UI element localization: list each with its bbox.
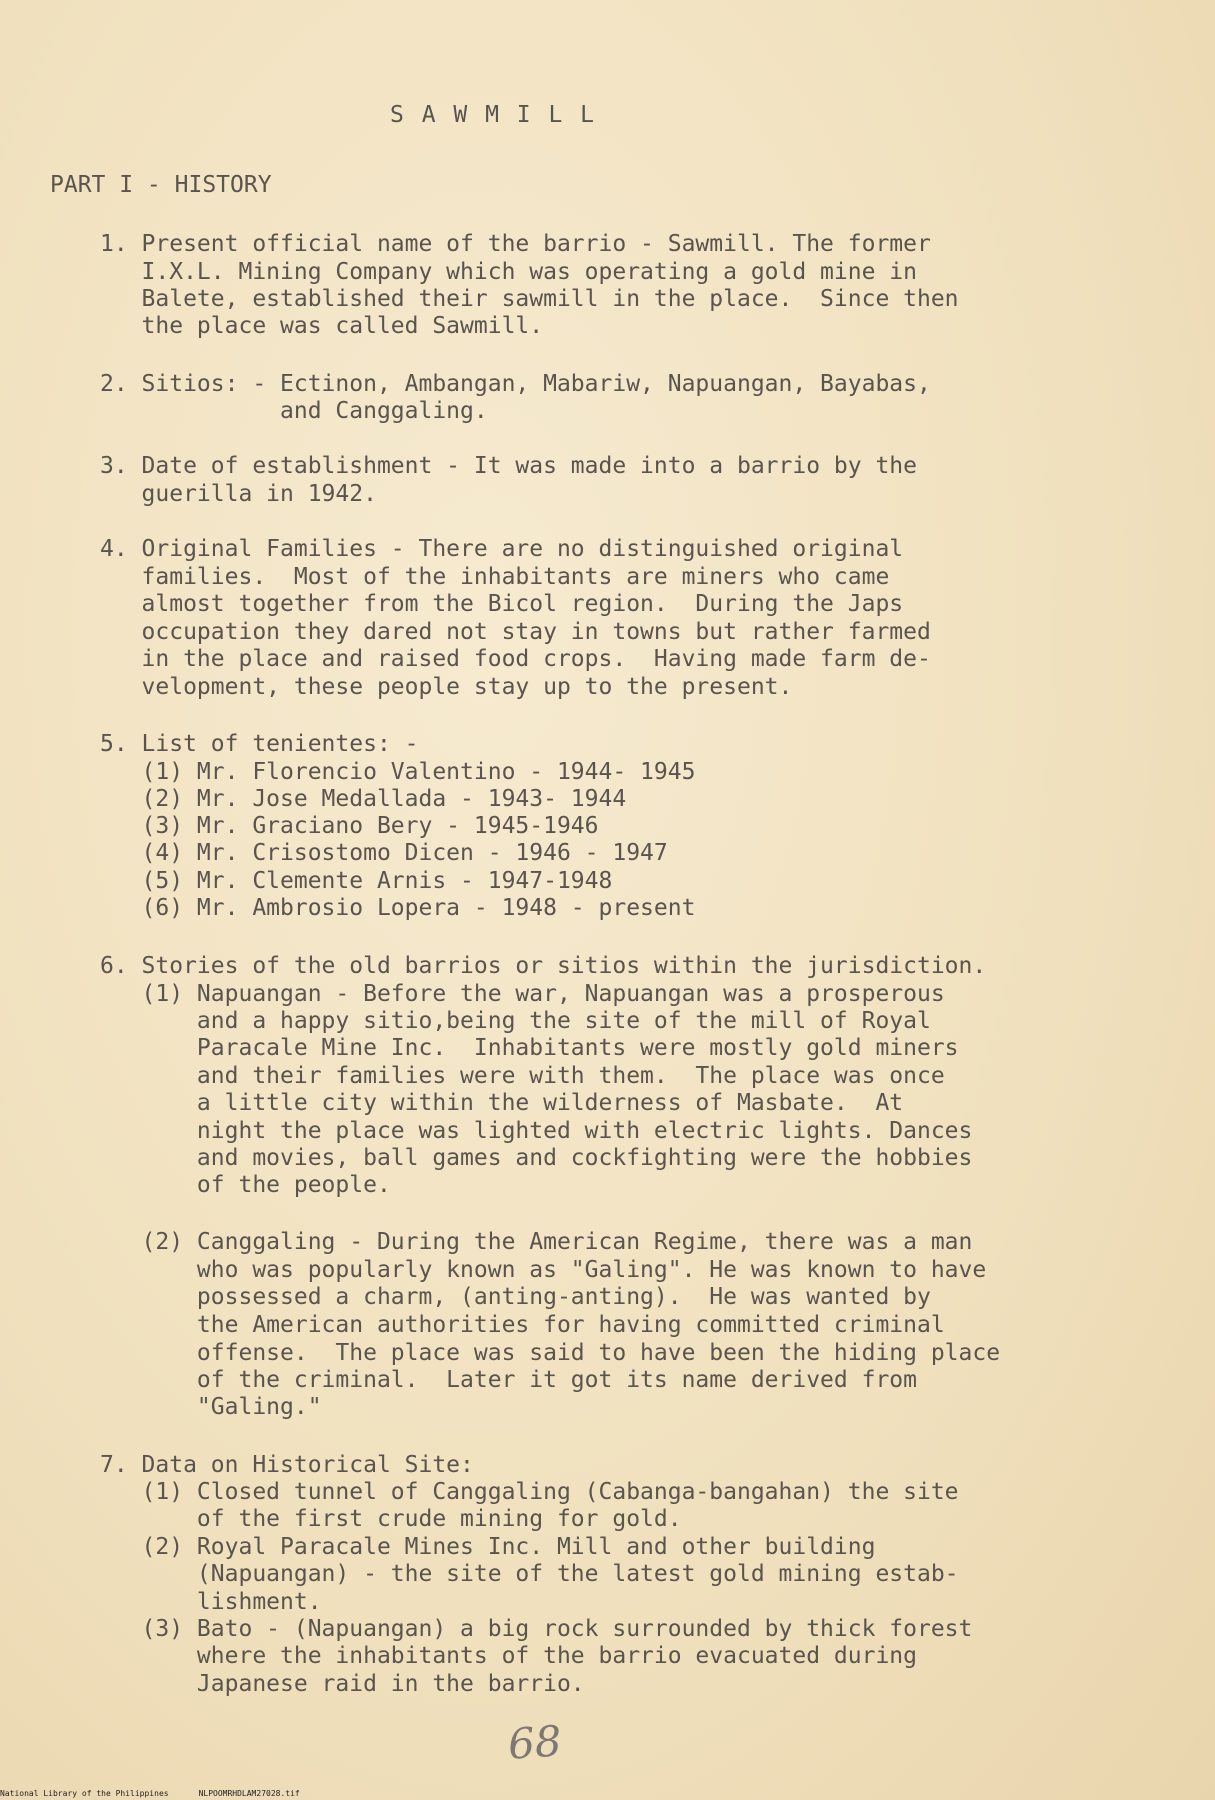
text-line: night the place was lighted with electric lights. Dances [100, 1118, 973, 1144]
text-line: 6. Stories of the old barrios or sitios within the jurisdiction. [100, 953, 987, 979]
text-line: and their families were with them. The place was once [100, 1063, 945, 1089]
text-line: lishment. [100, 1589, 322, 1615]
scan-footer [0, 1789, 300, 1799]
page-number: 68 [506, 1716, 564, 1769]
text-line: (1) Closed tunnel of Canggaling (Cabanga-bangahan) the site [100, 1479, 959, 1505]
page-title: S A W M I L L [390, 102, 597, 128]
text-line: (2) Canggaling - During the American Regime, there was a man [100, 1229, 973, 1255]
text-line: and movies, ball games and cockfighting were the hobbies [100, 1145, 973, 1171]
text-line: Japanese raid in the barrio. [100, 1671, 585, 1697]
text-line: velopment, these people stay up to the present. [100, 674, 793, 700]
library-credit: National Library of the Philippines [0, 1789, 169, 1798]
teniente-entry: (4) Mr. Crisostomo Dicen - 1946 - 1947 [100, 840, 668, 866]
text-line: the place was called Sawmill. [100, 313, 544, 339]
teniente-entry: (6) Mr. Ambrosio Lopera - 1948 - present [100, 895, 696, 921]
text-line: of the people. [100, 1172, 391, 1198]
text-line: possessed a charm, (anting-anting). He was wanted by [100, 1284, 931, 1310]
text-line: the American authorities for having committed criminal [100, 1312, 945, 1338]
text-line: (3) Bato - (Napuangan) a big rock surrounded by thick forest [100, 1616, 973, 1642]
text-line: 1. Present official name of the barrio - Sawmill. The former [100, 231, 931, 257]
text-line: who was popularly known as "Galing". He was known to have [100, 1257, 987, 1283]
teniente-entry: (2) Mr. Jose Medallada - 1943- 1944 [100, 786, 627, 812]
part-heading: PART I - HISTORY [50, 172, 272, 198]
text-line: 5. List of tenientes: - [100, 731, 419, 757]
text-line: 4. Original Families - There are no distinguished original [100, 536, 904, 562]
file-id: NLPOOMRHDLAM27028.tif [198, 1789, 300, 1798]
text-line: "Galing." [100, 1394, 322, 1420]
text-line: I.X.L. Mining Company which was operating a gold mine in [100, 259, 917, 285]
text-line: where the inhabitants of the barrio evacuated during [100, 1643, 917, 1669]
text-line: 2. Sitios: - Ectinon, Ambangan, Mabariw, Napuangan, Bayabas, [100, 371, 931, 397]
teniente-entry: (3) Mr. Graciano Bery - 1945-1946 [100, 813, 599, 839]
text-line: (Napuangan) - the site of the latest gold mining estab- [100, 1561, 959, 1587]
text-line: families. Most of the inhabitants are miners who came [100, 564, 890, 590]
text-line: offense. The place was said to have been the hiding place [100, 1340, 1001, 1366]
text-line: Paracale Mine Inc. Inhabitants were mostly gold miners [100, 1035, 959, 1061]
text-line: and Canggaling. [100, 398, 488, 424]
text-line: in the place and raised food crops. Having made farm de- [100, 646, 931, 672]
text-line: a little city within the wilderness of Masbate. At [100, 1090, 904, 1116]
text-line: (2) Royal Paracale Mines Inc. Mill and other building [100, 1534, 876, 1560]
text-line: (1) Napuangan - Before the war, Napuangan was a prosperous [100, 981, 945, 1007]
text-line: guerilla in 1942. [100, 481, 377, 507]
text-line: 3. Date of establishment - It was made into a barrio by the [100, 453, 917, 479]
text-line: Balete, established their sawmill in the place. Since then [100, 286, 959, 312]
text-line: occupation they dared not stay in towns but rather farmed [100, 619, 931, 645]
teniente-entry: (1) Mr. Florencio Valentino - 1944- 1945 [100, 759, 696, 785]
teniente-entry: (5) Mr. Clemente Arnis - 1947-1948 [100, 868, 613, 894]
text-line: almost together from the Bicol region. During the Japs [100, 591, 904, 617]
text-line: and a happy sitio,being the site of the mill of Royal [100, 1008, 931, 1034]
text-line: 7. Data on Historical Site: [100, 1452, 474, 1478]
text-line: of the first crude mining for gold. [100, 1506, 682, 1532]
text-line: of the criminal. Later it got its name derived from [100, 1367, 917, 1393]
